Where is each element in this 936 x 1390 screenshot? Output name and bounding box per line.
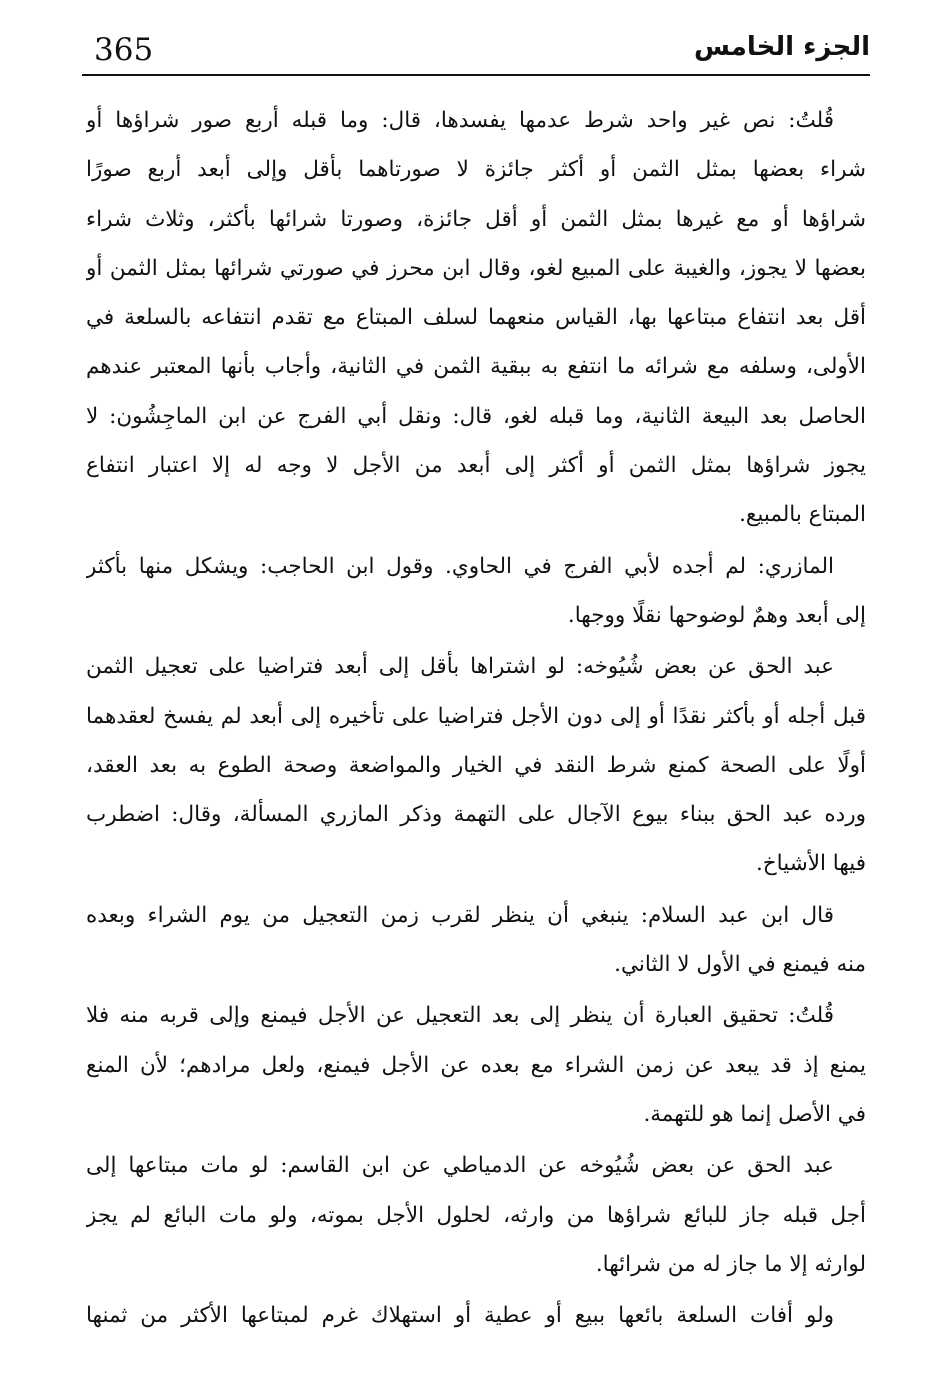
text-line: فيها الأشياخ.: [755, 851, 866, 877]
text-line: الحاصل بعد البيعة الثانية، وما قبله لغو، قال: ونقل أبي الفرج عن ابن الماجِشُون: لا: [86, 403, 866, 429]
text-line: ورده عبد الحق ببناء بيوع الآجال على التهمة وذكر المازري المسألة، وقال: اضطرب: [86, 802, 866, 828]
text-line: أولًا على الصحة كمنع شرط النقد في الخيار والمواضعة وصحة الطوع به بعد العقد،: [86, 752, 866, 778]
text-line: لوارثه إلا ما جاز له من شرائها.: [595, 1251, 866, 1277]
page-header: [82, 28, 870, 78]
text-line: في الأصل إنما هو للتهمة.: [643, 1101, 866, 1127]
text-line: قُلتُ: تحقيق العبارة أن ينظر إلى بعد التعجيل عن الأجل فيمنع وإلى قربه منه فلا: [86, 1003, 834, 1029]
text-line: قُلتُ: نص غير واحد شرط عدمها يفسدها، قال: وما قبله أربع صور شراؤها أو: [86, 108, 834, 133]
text-line: إلى أبعد وهمٌ لوضوحها نقلًا ووجها.: [567, 602, 866, 628]
text-line: أقل بعد انتفاع مبتاعها بها، القياس منعهما لسلف المبتاع مع تقدم انتفاعه بالسلعة في: [86, 305, 866, 331]
body-text: [86, 96, 866, 1340]
text-line: الأولى، وسلفه مع شرائه ما انتفع به ببقية الثمن في الثانية، وأجاب بأنها المعتبر عندهم: [86, 354, 866, 380]
text-line: يمنع إذ قد يبعد عن زمن الشراء مع بعده عن الأجل فيمنع، ولعل مرادهم؛ لأن المنع: [86, 1052, 866, 1078]
text-line: ولو أفات السلعة بائعها ببيع أو عطية أو استهلاك غرم لمبتاعها الأكثر من ثمنها: [86, 1303, 834, 1329]
text-line: قبل أجله أو بأكثر نقدًا أو إلى دون الأجل فتراضيا على تأخيره إلى أبعد لم يفسخ لعقدهما: [86, 703, 866, 729]
running-title: الجزء الخامس: [694, 32, 870, 62]
text-line: شراؤها أو مع غيرها بمثل الثمن أو أقل جائزة، وصورتا شرائها بأكثر، وثلاث شراء: [86, 206, 866, 232]
text-line: يجوز شراؤها بمثل الثمن أو أكثر إلى أبعد من الأجل لا وجه له إلا اعتبار انتفاع: [86, 453, 866, 479]
header-rule: [82, 74, 870, 76]
page-number: 365: [94, 32, 154, 68]
text-line: شراء بعضها بمثل الثمن أو أكثر جائزة لا صورتاهما بأقل وإلى أبعد أربع صورًا: [86, 157, 866, 183]
text-line: المازري: لم أجده لأبي الفرج في الحاوي. وقول ابن الحاجب: ويشكل منها بأكثر: [86, 553, 834, 579]
text-line: عبد الحق عن بعض شُيُوخه عن الدمياطي عن ابن القاسم: لو مات مبتاعها إلى: [86, 1153, 834, 1179]
text-line: منه فيمنع في الأول لا الثاني.: [614, 952, 866, 978]
text-line: أجل قبله جاز للبائع شراؤها من وارثه، لحلول الأجل بموته، ولو مات البائع لم يجز: [86, 1202, 866, 1228]
text-line: بعضها لا يجوز، والغيبة على المبيع لغو، وقال ابن محرز في صورتي شرائها بمثل الثمن أو: [86, 255, 866, 281]
text-line: قال ابن عبد السلام: ينبغي أن ينظر لقرب زمن التعجيل من يوم الشراء وبعده: [86, 902, 834, 928]
text-line: عبد الحق عن بعض شُيُوخه: لو اشتراها بأقل إلى أبعد فتراضيا على تعجيل الثمن: [86, 654, 834, 680]
text-line: المبتاع بالمبيع.: [739, 502, 866, 528]
